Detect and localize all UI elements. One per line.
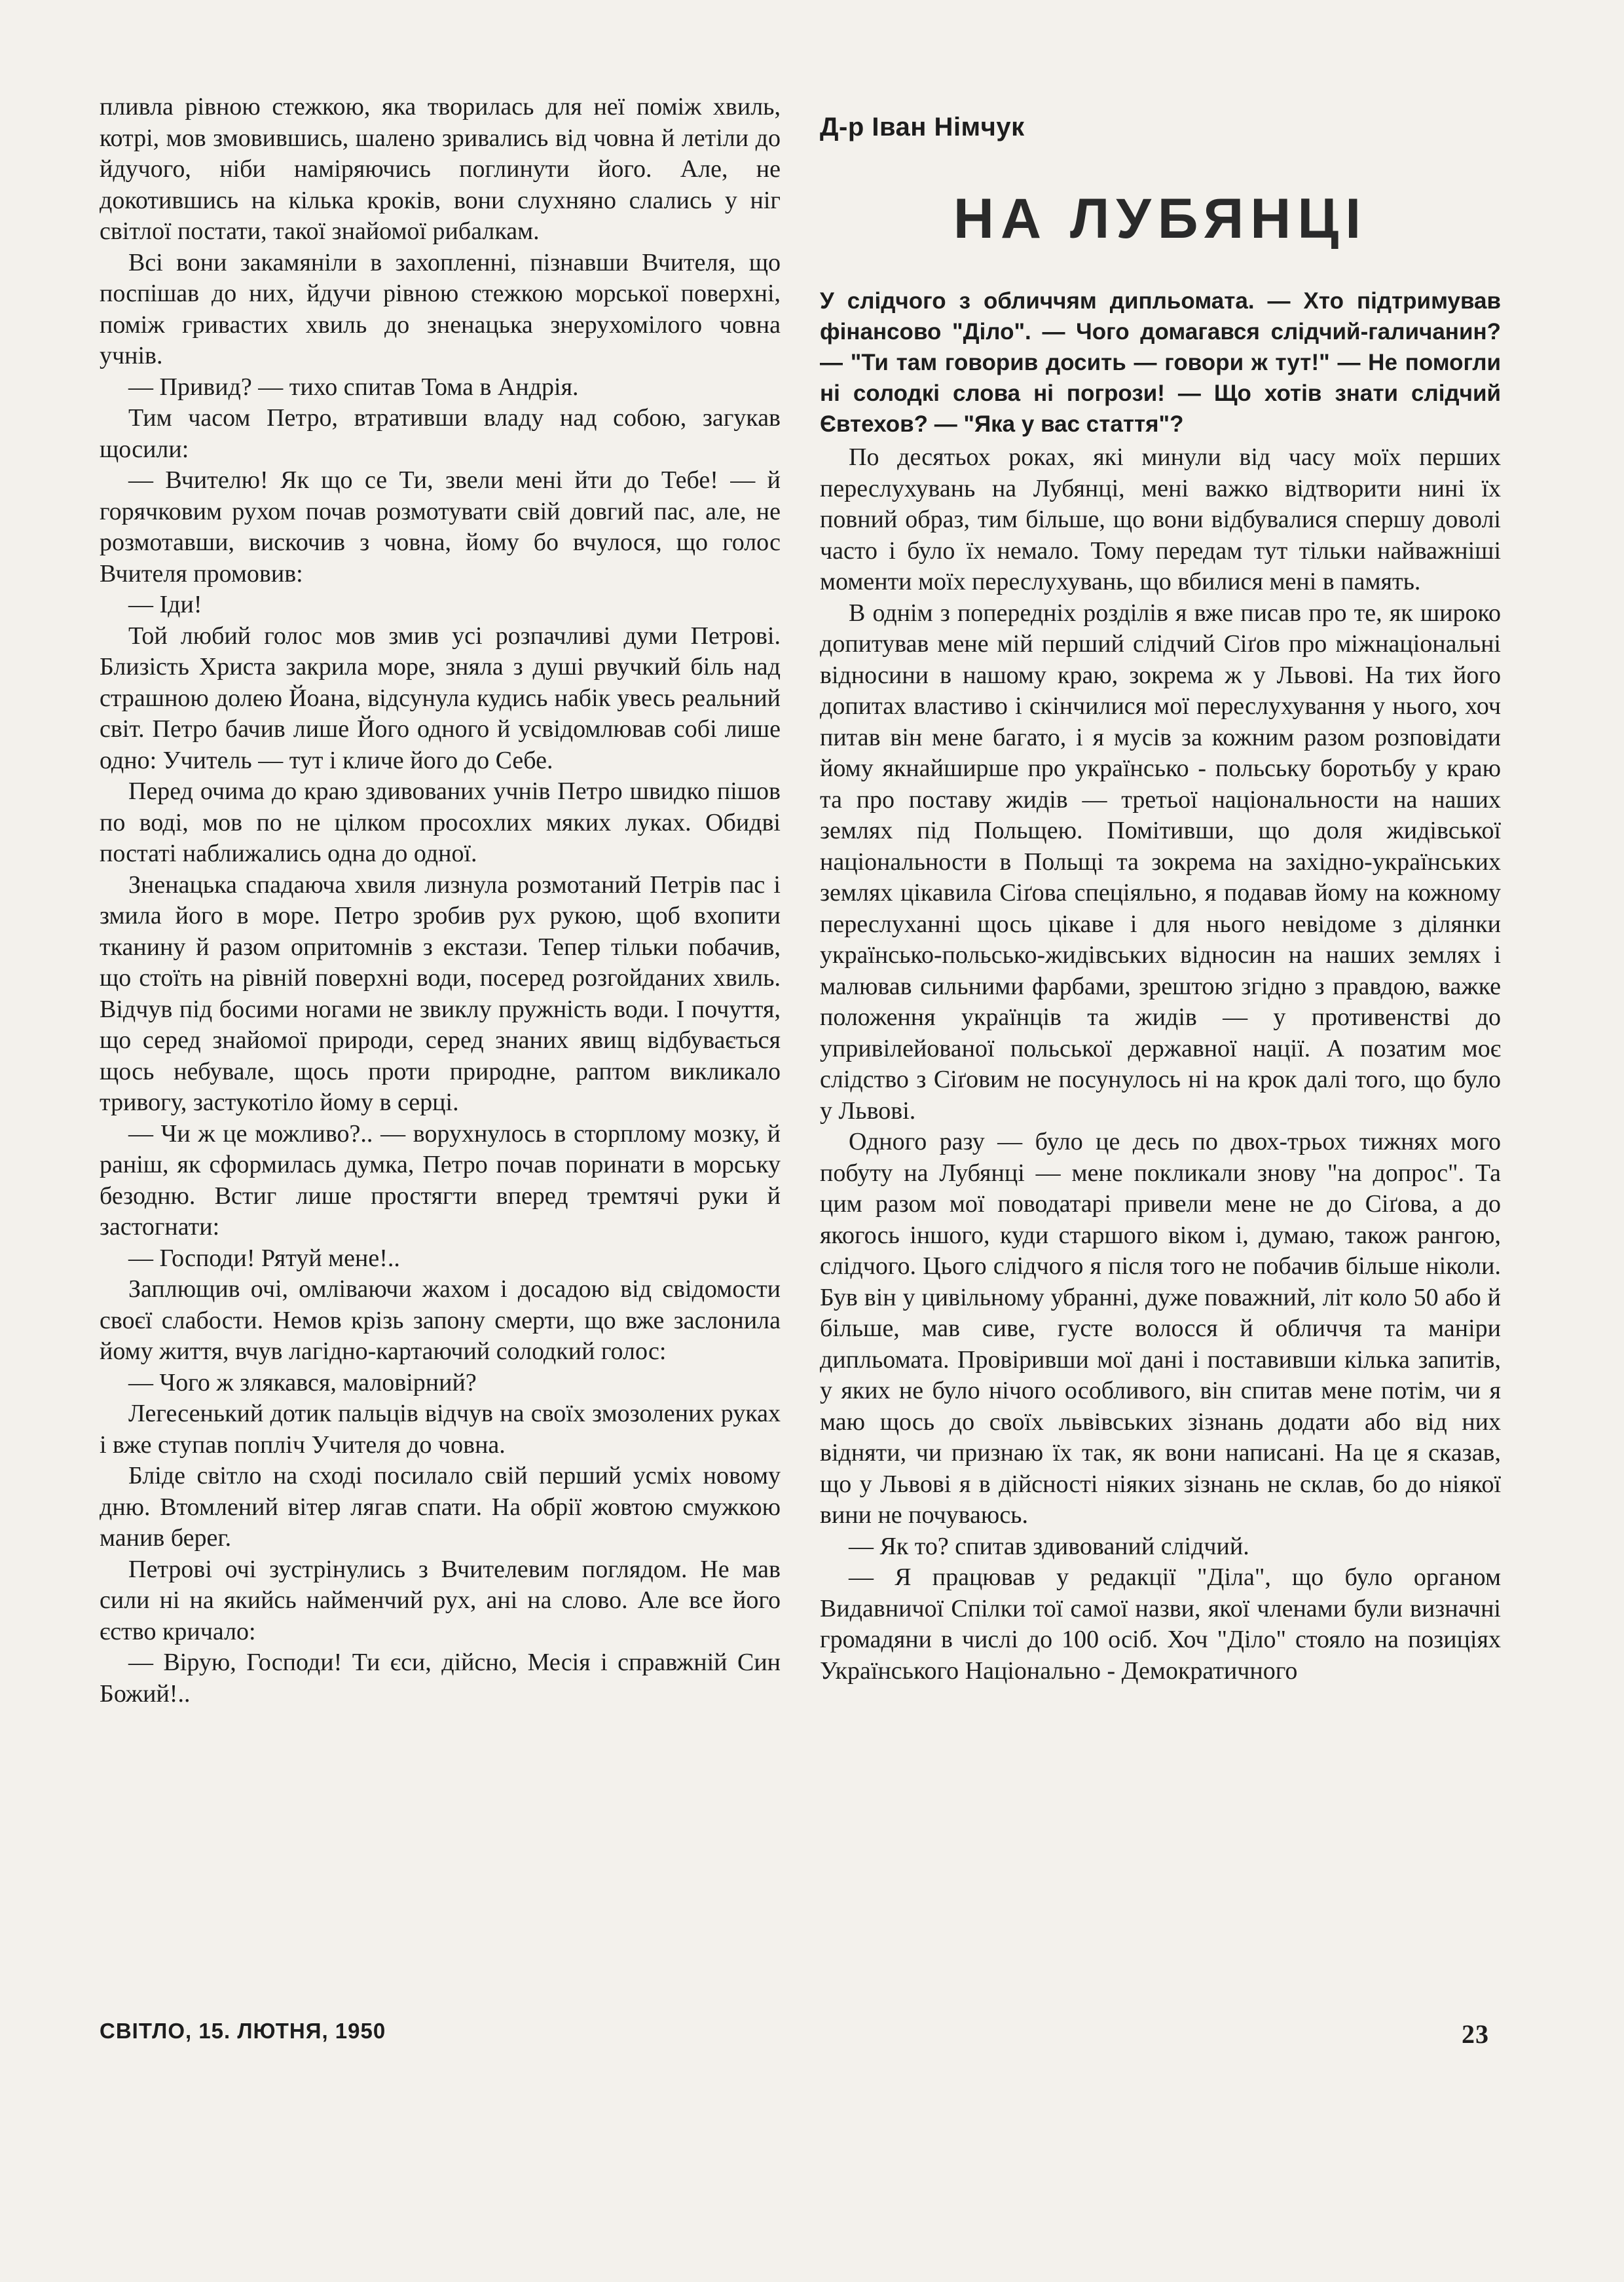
paragraph: — Привид? — тихо спитав Тома в Андрія. [128, 373, 579, 401]
paragraph: Легесенький дотик пальців відчув на своїх змозолених руках і вже ступав попліч Учителя до човна. [100, 1400, 781, 1459]
paragraph: — Вчителю! Як що се Ти, звели мені йти до Тебе! — й горячковим рухом почав розмотувати свій довгий пас, але, не розмотавши, вискочив з човна, йому бо вчулося, що голос Вчителя промовив: [100, 466, 781, 588]
paragraph: — Я працював у редакції "Діла", що було органом Видавничої Спілки тої самої назви, якої членами були визначні громадяни в числі до 100 осіб. Хоч "Діло" стояло на позиціях Українського Національно - Демократичного [820, 1563, 1501, 1685]
paragraph: Перед очима до краю здивованих учнів Петро швидко пішов по воді, мов по не цілком просохлих мяких луках. Обидві постаті наближались одна до одної. [100, 777, 781, 867]
paragraph: Тим часом Петро, втративши владу над собою, загукав щосили: [100, 404, 781, 463]
paragraph: пливла рівною стежкою, яка творилась для неї поміж хвиль, котрі, мов змовившись, шалено зривались від човна й летіли до йдучого, ніби наміряючись поглинути його. Але, не докотившись на кілька кроків, вони слухняно слались у ніг світлої постати, такої знайомої рибалкам. [100, 93, 781, 245]
paragraph: В однім з попередніх розділів я вже писав про те, як широко допитував мене мій перший слідчий Сіґов про міжнаціональні відносини в нашому краю, зокрема ж у Львові. На тих його допитах властиво і скінчилися мої переслухування у нього, хоч питав він мене багато, і я мусів за кожним разом розповідати йому якнайширше про українсько - польську боротьбу у краю та про поставу жидів — третьої національности на наших землях під Польщею. Помітивши, що доля жидівської національности в Польщі та зокрема на західно-українських землях цікавила Сіґова спеціяльно, я подавав йому на кожному переслуханні щось цікаве і для нього невідоме з ділянки українсько-польсько-жидівських відносин на наших землях і малював сильними фарбами, зрештою згідно з правдою, важке положення українців та жидів — у противенстві до упривілейованої польської державної нації. А позатим моє слідство з Сіґовим не посунулось ні на крок далі того, що було у Львові. [820, 599, 1501, 1125]
paragraph: Всі вони закамяніли в захопленні, пізнавши Вчителя, що поспішав до них, йдучи рівною стежкою морської поверхні, поміж гривастих хвиль до зненацька знерухомілого човна учнів. [100, 248, 781, 369]
article-lead: У слідчого з обличчям дипльомата. — Хто підтримував фінансово "Діло". — Чого домагався слідчий-галичанин? — "Ти там говорив досить — говори ж тут!" — Не помогли ні солодкі слова ні погрози! — Що хотів знати слідчий Євтехов? — "Яка у вас стаття"? [820, 288, 1501, 437]
paragraph: Заплющив очі, омліваючи жахом і досадою від свідомости своєї слабости. Немов крізь запону смерти, що вже заслонила йому життя, вчув лагідно-картаючий солодкий голос: [100, 1275, 781, 1365]
paragraph: Бліде світло на сході посилало свій перший усміх новому дню. Втомлений вітер лягав спати. На обрії жовтою смужкою манив берег. [100, 1462, 781, 1552]
paragraph: Зненацька спадаюча хвиля лизнула розмотаний Петрів пас і змила його в море. Петро зробив рух рукою, щоб вхопити тканину й разом опритомнів з екстази. Тепер тільки побачив, що стоїть на рівній поверхні води, посеред розгойданих хвиль. Відчув під босими ногами не звиклу пружність води. І почуття, що серед знайомої природи, серед знаних явищ відбувається щось небувале, щось проти природне, раптом викликало тривогу, застукотіло йому в серці. [100, 870, 781, 1116]
author-name: Д-р Іван Німчук [820, 113, 1025, 141]
issue-footer: СВІТЛО, 15. ЛЮТНЯ, 1950 [100, 2019, 386, 2043]
paragraph: Одного разу — було це десь по двох-трьох тижнях мого побуту на Лубянці — мене покликали знову "на допрос". Та цим разом мої поводатарі привели мене не до Сіґова, а до якогось іншого, куди старшого віком і, думаю, також рангою, слідчого. Цього слідчого я після того не побачив більше ніколи. Був він у цивільному убранні, дуже поважний, літ коло 50 або й більше, мав сиве, густе волосся й обличчя та маніри дипльомата. Провіривши мої дані і поставивши кілька запитів, у яких не було нічого особливого, він спитав мене потім, чи я маю щось до своїх львівських зізнань додати або від них відняти, чи признаю їх так, як вони написані. На це я сказав, що у Львові я в дійсності ніяких зізнань не склав, бо до ніякої вини не почуваюсь. [820, 1128, 1501, 1529]
left-column [100, 92, 781, 1710]
page-number: 23 [1462, 2019, 1489, 2049]
paragraph: — Вірую, Господи! Ти єси, дійсно, Месія і справжній Син Божий!.. [100, 1649, 781, 1708]
article-title: НА ЛУБЯНЦІ [953, 187, 1368, 250]
paragraph: По десятьох роках, які минули від часу моїх перших переслухувань на Лубянці, мені важко відтворити нині їх повний образ, тим більше, що вони відбувалися спершу доволі часто і було їх немало. Тому передам тут тільки найважніші моменти моїх переслухувань, що вбилися мені в память. [820, 443, 1501, 595]
paragraph: — Іди! [128, 591, 202, 618]
paragraph: — Чого ж злякався, маловірний? [128, 1368, 477, 1396]
paragraph: Петрові очі зустрінулись з Вчителевим поглядом. Не мав сили ні на якийсь найменчий рух, ані на слово. Але все його єство кричало: [100, 1555, 781, 1645]
paragraph: — Як то? спитав здивований слідчий. [849, 1532, 1249, 1560]
paragraph: — Чи ж це можливо?.. — ворухнулось в сторплому мозку, й раніш, як сформилась думка, Петро почав поринати в морську безодню. Встиг лише простягти вперед тремтячі руки й застогнати: [100, 1119, 781, 1241]
paragraph: Той любий голос мов змив усі розпачливі думи Петрові. Близість Христа закрила море, зняла з душі рвучкий біль над страшною долею Йоана, відсунула кудись набік увесь реальний світ. Петро бачив лише Його одного й усвідомлював собі лише одно: Учитель — тут і кличе його до Себе. [100, 622, 781, 774]
right-column [820, 92, 1501, 1687]
paragraph: — Господи! Рятуй мене!.. [128, 1244, 400, 1272]
